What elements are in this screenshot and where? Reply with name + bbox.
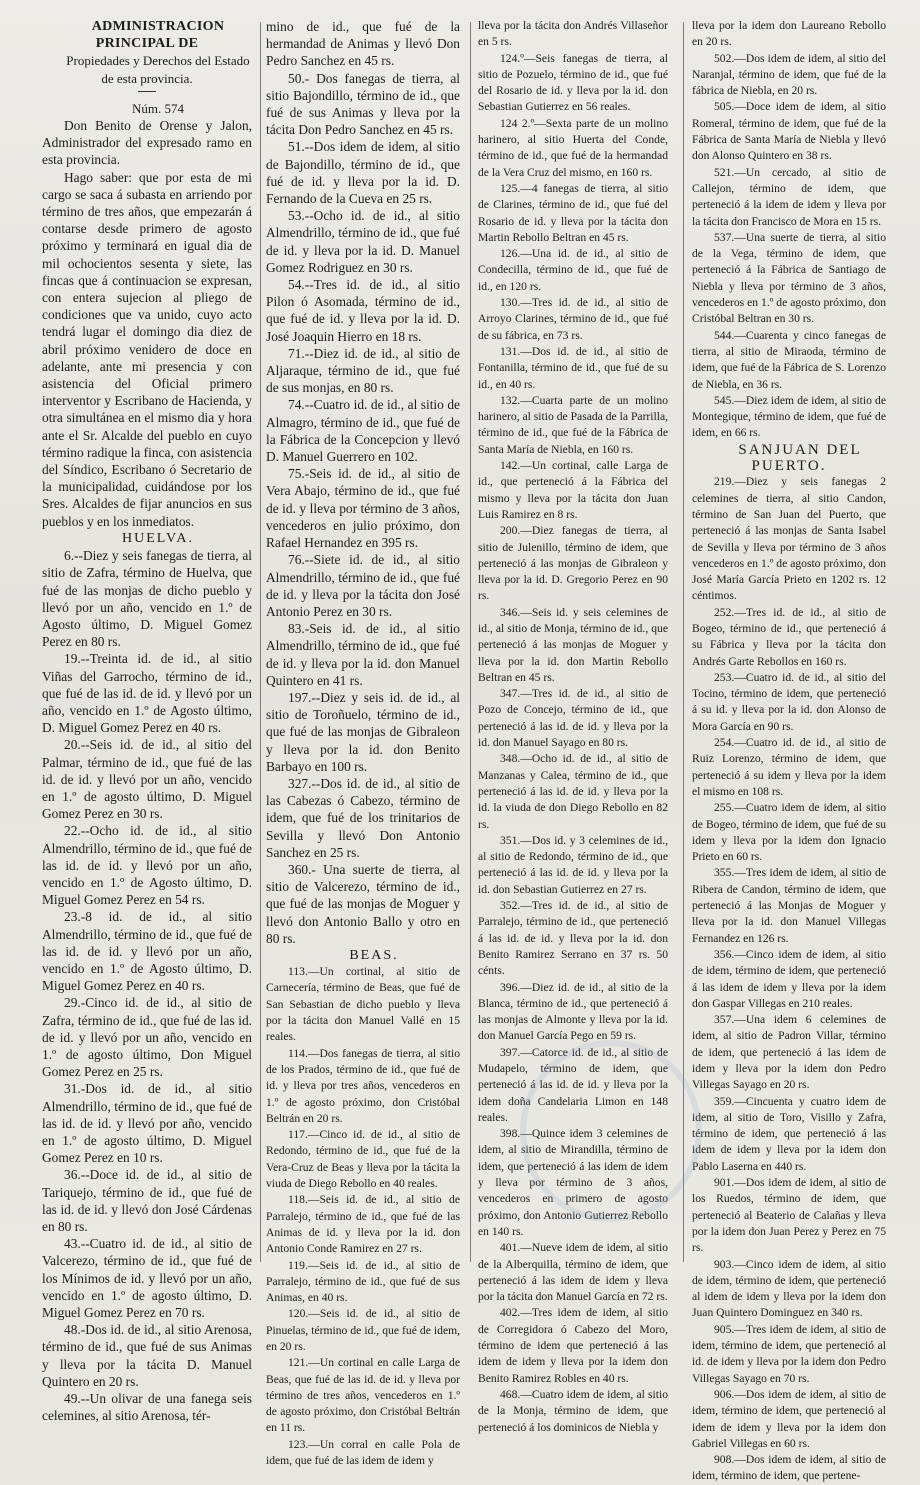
property-entry: 545.—Diez idem de idem, al sitio de Montegique, término de idem, que fué de idem, en 66 rs. <box>692 393 886 440</box>
section-heading-beas: BEAS. <box>349 947 399 963</box>
property-entry: 544.—Cuarenta y cinco fanegas de tierra, al sitio de Miraoda, término de idem, que fué de la Fábrica de S. Lorenzo de Niebla, en 36 rs. <box>692 328 886 391</box>
notice-number: Núm. 574 <box>132 100 184 116</box>
column-4 <box>692 18 886 1483</box>
property-entry: 197.--Diez y seis id. de id., al sitio de Toroñuelo, término de id., que fué de las monjas de Gibraleon y lleva por la id. don Benito Barbayo en 100 rs. <box>266 689 460 774</box>
property-entry: 124 2.º—Sexta parte de un molino harinero, al sitio Huerta del Conde, término de id., que fué de la hermandad de la Vera Cruz del mismo, en 160 rs. <box>478 116 668 179</box>
property-entry: 74.--Cuatro id. de id., al sitio de Almagro, término de id., que fué de la Fábrica de la Concepcion y llevó D. Manuel Guerrero en 102. <box>266 397 460 465</box>
property-entry: 131.—Dos id. de id., al sitio de Fontanilla, término de id., que fué de su id., en 40 rs. <box>478 344 668 391</box>
property-entry: 360.- Una suerte de tierra, al sitio de Valcerezo, término de id., que fué de las monjas de Moguer y llevó don Antonio Ballo y otro en 80 rs. <box>266 861 460 946</box>
property-entry: 119.—Seis id. de id., al sitio de Parralejo, término de id., que fué de sus Animas, en 40 rs. <box>266 1258 460 1305</box>
property-entry: 51.--Dos idem de idem, al sitio de Bajondillo, término de id., que fué de id. y lleva por la id. D. Fernando de la Cueva en 25 rs. <box>266 139 460 207</box>
property-entry: 118.—Seis id. de id., al sitio de Parralejo, término de id., que fué de las Animas de id. y lleva por la id. don Antonio Conde Ramirez en 27 rs. <box>266 1193 460 1256</box>
property-entry: 53.--Ocho id. de id., al sitio Almendrillo, término de id., que fué de id. y lleva por la id. D. Manuel Gomez Rodriguez en 30 rs. <box>266 208 460 275</box>
property-entry: 397.—Catorce id. de id., al sitio de Mudapelo, término de idem, que perteneció á las id. de id. y lleva por la idem doña Candelaria Limon en 148 reales. <box>478 1045 668 1124</box>
property-entry: 252.—Tres id. de id., al sitio de Bogeo, término de id., que perteneció á su Fábrica y lleva por la tácita don Andrés Garte Rebollos en 160 rs. <box>692 605 886 668</box>
property-entry: 903.—Cinco idem de idem, al sitio de idem, término de idem, que perteneció al idem de idem y lleva por la idem don Juan Quintero Dominguez en 340 rs. <box>692 1257 886 1320</box>
property-entry: 123.—Un corral en calle Pola de idem, que fué de las idem de idem y <box>266 1437 460 1468</box>
property-entry: 125.—4 fanegas de tierra, al sitio de Clarines, término de id., que fué del Rosario de id. y lleva por la tácita don Martin Rebollo Beltran en 45 rs. <box>478 181 668 244</box>
property-entry: 142.—Un cortinal, calle Larga de id., que perteneció á la Fábrica del mismo y lleva por la tácita don Juan Luis Ramirez en 8 rs. <box>478 459 668 521</box>
column-1 <box>42 18 252 1424</box>
property-entry: 121.—Un cortinal en calle Larga de Beas, que fué de las id. de id. y lleva por término de tres años, vencederos en 1.º de agosto próximo, don Cristóbal Beltrán en 11 rs. <box>266 1356 460 1435</box>
property-entry: 505.—Doce idem de idem, al sitio Romeral, término de idem, que fué de la Fábrica de Santa María de Niebla y llevó don Alonso Quintero en 38 rs. <box>692 100 886 163</box>
property-entry: 19.--Treinta id. de id., al sitio Viñas del Garrocho, término de id., que fué de las id. de id. y llevó por un año, vencido en 1.º de Agosto último, D. Miguel Gomez Perez en 40 rs. <box>42 651 252 736</box>
property-entry: 537.—Una suerte de tierra, al sitio de la Vega, término de idem, que perteneció á la Fábrica de Santiago de Niebla y lleva por término de 3 años, vencederos en 1.º de agosto próximo, don Cristóbal Beltran en 30 rs. <box>692 230 886 326</box>
notice-subtitle: Propiedades y Derechos del Estado de esta provincia. <box>66 53 250 86</box>
property-entry: 357.—Una idem 6 celemines de idem, al sitio de Padron Villar, término de idem, que perteneció á las idem de idem y lleva por la idem don Pedro Villegas Sayago en 20 rs. <box>692 1013 886 1092</box>
property-entry: 43.--Cuatro id. de id., al sitio de Valcerezo, término de id., que fué de los Mínimos de id. y llevó por un año, vencido en 1.º de agosto último, D. Miguel Gomez Perez en 70 rs. <box>42 1236 252 1321</box>
notice-title: ADMINISTRACION PRINCIPAL DE <box>91 19 225 52</box>
property-entry: 253.—Cuatro id. de id., al sitio del Tocino, término de idem, que perteneció á su id. y lleva por la id. don Alonso de Mora García en 90 rs. <box>692 670 886 733</box>
section-heading-sanjuan: SANJUAN DEL PUERTO. <box>738 441 862 475</box>
property-entry: 117.—Cinco id. de id., al sitio de Redondo, término de id., que fué de la Vera-Cruz de Beas y lleva por la tácita la viuda de Diego Rebollo en 40 reales. <box>266 1128 460 1191</box>
property-entry: 132.—Cuarta parte de un molino harinero, al sitio de Pasada de la Parrilla, término de id., que fué de la Fábrica de Santa María de Niebla, en 160 rs. <box>478 393 668 456</box>
property-entry: 75.-Seis id. de id., al sitio de Vera Abajo, término de id., que fué de id. y lleva por término de 3 años, vencederos en julio próximo, don Rafael Hernandez en 395 rs. <box>266 466 460 551</box>
property-entry: 348.—Ocho id. de id., al sitio de Manzanas y Calea, término de id., que perteneció á las id. de id. y lleva por la id. la viuda de don Diego Rebollo en 82 rs. <box>478 752 668 831</box>
property-entry: 29.-Cinco id. de id., al sitio de Zafra, término de id., que fué de las id. de id. y llevó por un año, vencido en 1.º de agosto último, Don Miguel Gomez Perez en 25 rs. <box>42 995 252 1080</box>
property-entry: 113.—Un cortinal, al sitio de Carnecería, término de Beas, que fué de San Sebastian de dicho pueblo y lleva por la tácita don Manuel Vallé en 15 reales. <box>266 965 460 1044</box>
property-entry: 255.—Cuatro idem de idem, al sitio de Bogeo, término de idem, que fué de su idem y lleva por la idem don Ignacio Prieto en 60 rs. <box>692 801 886 864</box>
column-rule <box>470 22 471 1262</box>
property-entry: 130.—Tres id. de id., al sitio de Arroyo Clarines, término de id., que fué de su fábrica, en 73 rs. <box>478 296 668 342</box>
property-entry: 83.-Seis id. de id., al sitio Almendrillo, término de id., que fué de id. y lleva por la id. don Manuel Quintero en 41 rs. <box>266 621 460 688</box>
property-entry: 356.—Cinco idem de idem, al sitio de idem, término de idem, que perteneció á las idem de idem y lleva por la idem don Gaspar Villegas en 210 reales. <box>692 947 886 1010</box>
property-entry: 50.- Dos fanegas de tierra, al sitio Bajondillo, término de id., que fué de sus Animas y lleva por la tácita Don Pedro Sanchez en 45 rs. <box>266 70 460 138</box>
property-entry: 219.—Diez y seis fanegas 2 celemines de tierra, al sitio Candon, término de San Juan del Puerto, que perteneció á las monjas de Santa Isabel de Sevilla y lleva por término de 3 años vencederos en 1.º de agosto próximo, don José María García Prieto en 1202 rs. 12 céntimos. <box>692 475 886 603</box>
property-entry: 254.—Cuatro id. de id., al sitio de Ruiz Lorenzo, término de idem, que perteneció á su idem y lleva por la idem el mismo en 108 rs. <box>692 736 886 798</box>
section-heading-huelva: HUELVA. <box>122 530 194 546</box>
column-rule <box>683 22 684 1262</box>
property-entry: 54.--Tres id. de id., al sitio Pilon ó Asomada, término de id., que fué de id. y lleva por la id. D. José Joaquin Hierro en 18 rs. <box>266 277 460 344</box>
property-entry: 359.—Cincuenta y cuatro idem de idem, al sitio de Toro, Visillo y Zafra, término de idem, que perteneció á las idem de idem y lleva por la idem don Pablo Laserna en 440 rs. <box>692 1094 886 1173</box>
property-entry: 200.—Diez fanegas de tierra, al sitio de Julenillo, término de idem, que perteneció á las monjas de Gibraleon y lleva por la id. D. Gregorio Perez en 90 rs. <box>478 524 668 603</box>
column-rule <box>260 22 261 1262</box>
property-entry: 905.—Tres idem de idem, al sitio de idem, término de idem, que perteneció al id. de idem y lleva por la idem don Pedro Villegas Sayago en 70 rs. <box>692 1322 886 1385</box>
property-entry: 71.--Diez id. de id., al sitio de Aljaraque, término de id., que fué de sus monjas, en 80 rs. <box>266 345 460 396</box>
property-entry: 49.--Un olivar de una fanega seis celemines, al sitio Arenosa, tér- <box>42 1391 252 1424</box>
property-entry: 6.--Diez y seis fanegas de tierra, al sitio de Zafra, término de Huelva, que fué de las monjas de dicho pueblo y llevó por un año, vencido en 1.º de Agosto último, D. Miguel Gomez Perez en 80 rs. <box>42 548 252 650</box>
intro-paragraph: Don Benito de Orense y Jalon, Administrador del expresado ramo en esta provincia. <box>42 118 252 168</box>
intro-paragraph: Hago saber: que por esta de mi cargo se saca á subasta en arriendo por término de tres años, que empezarán á contarse desde primero de agosto próximo y terminará en igual dia de mil ochocientos sesenta y siete, las fincas que á continuacion se expresan, con entera sujecion al pliego de condiciones que va unido, cuyo acto tendrá lugar el domingo dia diez de abril próximo venidero de doce en adelante, ante mi presencia y con asistencia del Oficial primero interventor y Escribano de Hacienda, y otra simultánea en el mismo dia y hora ante el Sr. Alcalde del pueblo en cuyo término radique la finca, con asistencia del Síndico, Escribano ó Secretario de la municipalidad, cuidándose por los Sres. Alcaldes de fijar anuncios en sus pueblos y en los inmediatos. <box>42 169 252 529</box>
property-entry: 124.º—Seis fanegas de tierra, al sitio de Pozuelo, término de id., que fué del Rosario de id. y lleva por la id. don Sebastian Gutierrez en 56 reales. <box>478 51 668 114</box>
property-entry: 23.-8 id. de id., al sitio Almendrillo, término de id., que fué de las id. de id. y llevó por un año, vencido en 1.º de Agosto último, D. Miguel Gomez Perez en 40 rs. <box>42 909 252 994</box>
property-entry: 36.--Doce id. de id., al sitio de Tariquejo, término de id., que fué de las id. de id. y llevó don José Cárdenas en 80 rs. <box>42 1167 252 1235</box>
property-entry: 352.—Tres id. de id., al sitio de Parralejo, término de id., que perteneció á las id. de id. y lleva por la id. don Benito Ramirez Serrano en 37 rs. 50 cénts. <box>478 899 668 978</box>
property-entry: 906.—Dos idem de idem, al sitio de idem, término de idem, que perteneció al idem de idem y lleva por la idem don Gabriel Villegas en 60 rs. <box>692 1387 886 1450</box>
property-entry: 398.—Quince idem 3 celemines de idem, al sitio de Mirandilla, término de idem, que perteneció á las idem de idem y lleva por término de 3 años, vencederos en primero de agosto próximo, don Antonio Gutierrez Rebollo en 140 rs. <box>478 1127 668 1238</box>
property-entry: lleva por la idem don Laureano Rebollo en 20 rs. <box>692 19 886 49</box>
property-entry: 401.—Nueve idem de idem, al sitio de la Alberquilla, término de idem, que perteneció á las idem de idem y lleva por la tácita don Manuel García en 72 rs. <box>478 1241 668 1304</box>
property-entry: 351.—Dos id. y 3 celemines de id., al sitio de Redondo, término de id., que perteneció á las id. de id. y lleva por la id. don Sebastian Gutierrez en 27 rs. <box>478 833 668 896</box>
property-entry: 402.—Tres idem de idem, al sitio de Corregidora ó Cabezo del Moro, término de idem que perteneció á las idem de idem y lleva por la idem don Benito Ramirez Robles en 40 rs. <box>478 1306 668 1385</box>
property-entry: 114.—Dos fanegas de tierra, al sitio de los Prados, término de id., que fué de id. y lleva por tres años, vencederos en 1.º de agosto próximo, don Cristóbal Beltrán en 20 rs. <box>266 1046 460 1125</box>
property-entry: lleva por la tácita don Andrés Villaseñor en 5 rs. <box>478 19 668 49</box>
property-entry: 502.—Dos idem de idem, al sitio del Naranjal, término de idem, que fué de la fábrica de Niebla, en 20 rs. <box>692 51 886 98</box>
property-entry: 347.—Tres id. de id., al sitio de Pozo de Concejo, término de id., que perteneció á las id. de id. y lleva por la id. don Manuel Sayago en 80 rs. <box>478 687 668 750</box>
property-entry: 355.—Tres idem de idem, al sitio de Ribera de Candon, término de idem, que perteneció á las Monjas de Moguer y lleva por la id. don Manuel Villegas Fernandez en 126 rs. <box>692 866 886 945</box>
divider <box>138 91 156 92</box>
property-entry: 901.—Dos idem de idem, al sitio de los Ruedos, término de idem, que perteneció al Beaterio de Calañas y lleva por la idem don Juan Perez y Perez en 75 rs. <box>692 1176 886 1255</box>
property-entry: 120.—Seis id. de id., al sitio de Pinuelas, término de id., que fué de idem, en 20 rs. <box>266 1307 460 1353</box>
property-entry: 22.--Ocho id. de id., al sitio Almendrillo, término de id., que fué de las id. de id. y llevó por un año, vencido en 1.º de Agosto último, D. Miguel Gomez Perez en 54 rs. <box>42 823 252 908</box>
column-3 <box>478 18 668 1434</box>
property-entry: 126.—Una id. de id., al sitio de Condecilla, término de id., que fué de id., en 120 rs. <box>478 247 668 293</box>
property-entry: 908.—Dos idem de idem, al sitio de idem, término de idem, que pertene- <box>692 1453 886 1483</box>
property-entry: 48.-Dos id. de id., al sitio Arenosa, término de id., que fué de sus Animas y lleva por la tácita D. Manuel Quintero en 20 rs. <box>42 1322 252 1389</box>
property-entry: 327.--Dos id. de id., al sitio de las Cabezas ó Cabezo, término de idem, que fué de los trinitarios de Sevilla y llevó Don Antonio Sanchez en 25 rs. <box>266 775 460 860</box>
property-entry: 20.--Seis id. de id., al sitio del Palmar, término de id., que fué de las id. de id. y llevó por un año, vencido en 1.º de agosto último, D. Miguel Gomez Perez en 30 rs. <box>42 737 252 822</box>
property-entry: 468.—Cuatro idem de idem, al sitio de la Monja, término de idem, que perteneció á los dominicos de Niebla y <box>478 1387 668 1434</box>
column-2 <box>266 18 460 1468</box>
property-entry: 31.-Dos id. de id., al sitio Almendrillo, término de id., que fué de las id. de id. y llevó por año, vencido en 1.º de agosto último, D. Miguel Gomez Perez en 10 rs. <box>42 1081 252 1166</box>
property-entry: 76.--Siete id. de id., al sitio Almendrillo, término de id., que fué de id. y lleva por la tácita don José Antonio Perez en 30 rs. <box>266 552 460 619</box>
property-entry: 396.—Diez id. de id., al sitio de la Blanca, término de id., que perteneció á las monjas de Almonte y lleva por la id. don Manuel García Pego en 59 rs. <box>478 980 668 1043</box>
property-entry: 346.—Seis id. y seis celemines de id., al sitio de Monja, término de id., que perteneció á las monjas de Moguer y lleva por la id. don Martin Rebollo Beltran en 45 rs. <box>478 605 668 684</box>
property-entry: 521.—Un cercado, al sitio de Callejon, término de idem, que perteneció á la idem de idem y lleva por la tácita don Francisco de Mora en 15 rs. <box>692 165 886 228</box>
property-entry: mino de id., que fué de la hermandad de Animas y llevó Don Pedro Sanchez en 45 rs. <box>266 19 460 69</box>
